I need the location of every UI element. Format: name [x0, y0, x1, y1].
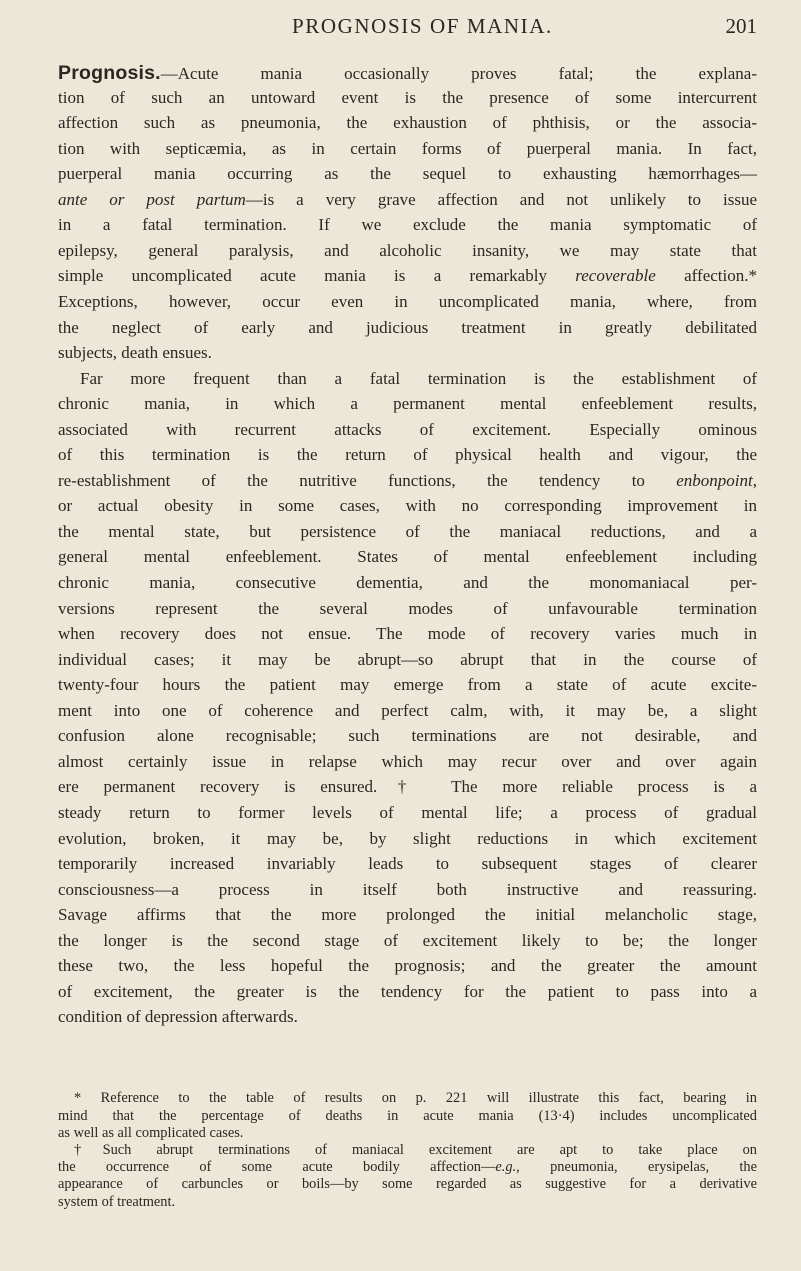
- body-line: steady return to former levels of mental life; a process of gradual: [58, 802, 757, 822]
- body-line: twenty-four hours the patient may emerge from a state of acute excite-: [58, 675, 757, 695]
- body-line: in a fatal termination. If we exclude the mania symptomatic of: [58, 215, 757, 235]
- body-line: simple uncomplicated acute mania is a remarkably recoverable affection.*: [58, 266, 757, 286]
- body-line: or actual obesity in some cases, with no corresponding improvement in: [58, 496, 757, 516]
- body-line: of this termination is the return of physical health and vigour, the: [58, 445, 757, 465]
- body-line: almost certainly issue in relapse which may recur over and over again: [58, 751, 757, 771]
- body-line: tion with septicæmia, as in certain forms of puerperal mania. In fact,: [58, 138, 757, 158]
- body-line: evolution, broken, it may be, by slight reductions in which excitement: [58, 828, 757, 848]
- body-line: confusion alone recognisable; such terminations are not desirable, and: [58, 726, 757, 746]
- body-line: individual cases; it may be abrupt—so abrupt that in the course of: [58, 649, 757, 669]
- body-line: condition of depression afterwards.: [58, 1007, 298, 1027]
- footnote-line: system of treatment.: [58, 1193, 176, 1210]
- body-line: versions represent the several modes of unfavourable termination: [58, 598, 757, 618]
- footnote-line: * Reference to the table of results on p. 221 will illustrate this fact, bearing in: [74, 1090, 757, 1107]
- footnote-line: mind that the percentage of deaths in acute mania (13·4) includes uncomplicated: [58, 1107, 757, 1124]
- body-line: puerperal mania occurring as the sequel to exhausting hæmorrhages—: [58, 164, 757, 184]
- body-line: ment into one of coherence and perfect calm, with, it may be, a slight: [58, 700, 757, 720]
- body-line: Exceptions, however, occur even in uncomplicated mania, where, from: [58, 291, 757, 311]
- body-line: general mental enfeeblement. States of mental enfeeblement including: [58, 547, 757, 567]
- body-line: affection such as pneumonia, the exhaustion of phthisis, or the associa-: [58, 113, 757, 133]
- body-line: these two, the less hopeful the prognosis; and the greater the amount: [58, 956, 757, 976]
- page-header: [0, 14, 801, 44]
- running-head: PROGNOSIS OF MANIA.: [292, 14, 553, 38]
- body-line: Savage affirms that the more prolonged the initial melancholic stage,: [58, 905, 757, 925]
- body-line: epilepsy, general paralysis, and alcoholic insanity, we may state that: [58, 240, 757, 260]
- body-line: chronic mania, consecutive dementia, and the monomaniacal per-: [58, 573, 757, 592]
- footnote-line: appearance of carbuncles or boils—by some regarded as suggestive for a derivative: [58, 1176, 757, 1193]
- body-line: ere permanent recovery is ensured.† The more reliable process is a: [58, 777, 757, 797]
- body-line: temporarily increased invariably leads to subsequent stages of clearer: [58, 854, 757, 874]
- body-line: when recovery does not ensue. The mode of recovery varies much in: [58, 624, 757, 644]
- body-line: the mental state, but persistence of the maniacal reductions, and a: [58, 521, 757, 541]
- body-line: the neglect of early and judicious treatment in greatly debilitated: [58, 317, 757, 337]
- body-line: Far more frequent than a fatal termination is the establishment of: [80, 368, 757, 388]
- footnote-line: †Such abrupt terminations of maniacal excitement are apt to take place on: [74, 1142, 757, 1158]
- body-line: re-establishment of the nutritive functions, the tendency to enbonpoint,: [58, 470, 757, 490]
- body-line: of excitement, the greater is the tendency for the patient to pass into a: [58, 981, 757, 1001]
- body-line: chronic mania, in which a permanent mental enfeeblement results,: [58, 394, 757, 414]
- body-line: Prognosis.—Acute mania occasionally proves fatal; the explana-: [58, 62, 757, 84]
- body-line: associated with recurrent attacks of excitement. Especially ominous: [58, 419, 757, 439]
- footnote-line: as well as all complicated cases.: [58, 1124, 244, 1141]
- page-number: 201: [725, 14, 757, 38]
- body-line: subjects, death ensues.: [58, 343, 212, 363]
- body-line: consciousness—a process in itself both instructive and reassuring.: [58, 879, 757, 899]
- section-heading: Prognosis.: [58, 62, 161, 84]
- body-line: the longer is the second stage of excitement likely to be; the longer: [58, 930, 757, 950]
- footnote-line: the occurrence of some acute bodily affection—e.g., pneumonia, erysipelas, the: [58, 1159, 757, 1176]
- body-line: tion of such an untoward event is the presence of some intercurrent: [58, 87, 757, 107]
- body-line: ante or post partum—is a very grave affection and not unlikely to issue: [58, 189, 757, 209]
